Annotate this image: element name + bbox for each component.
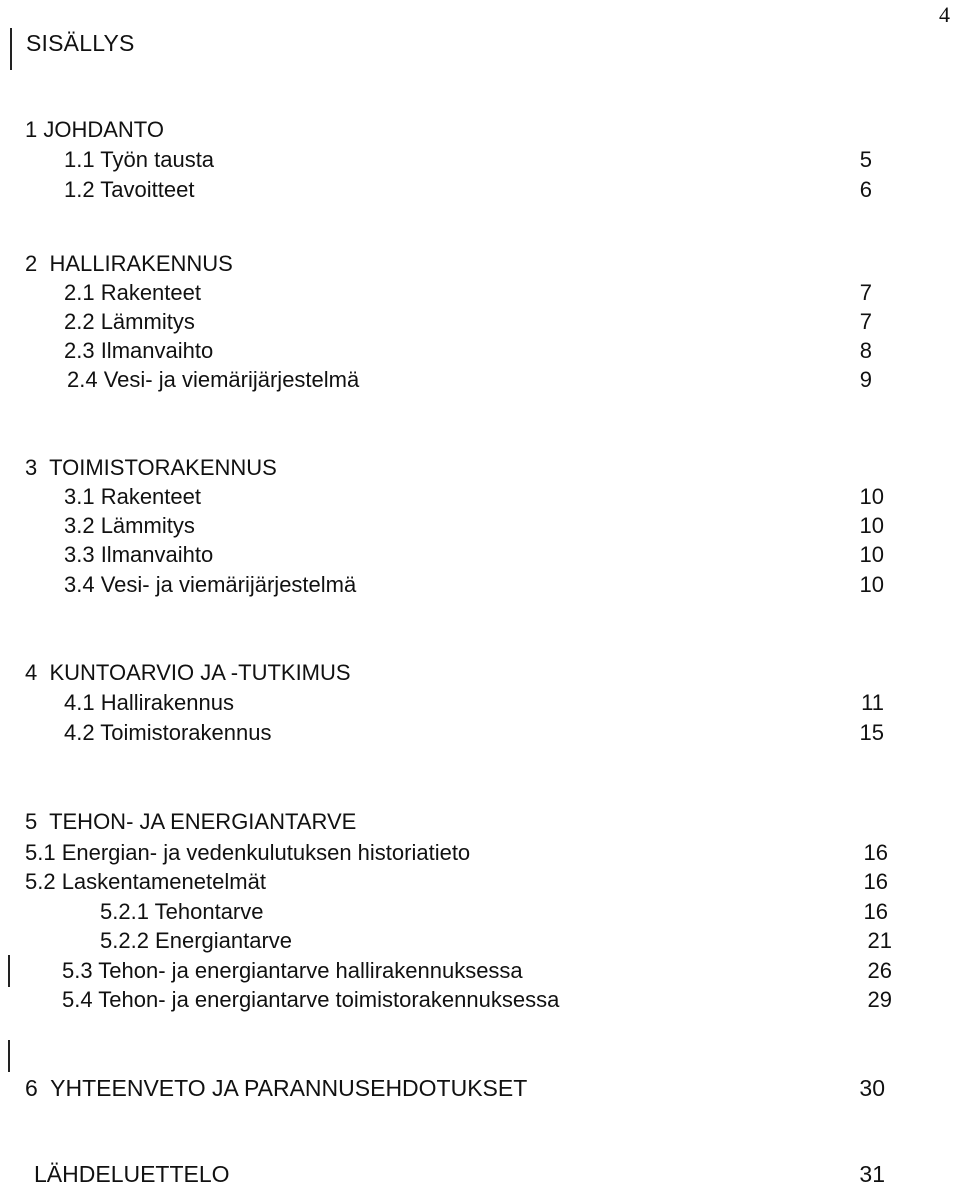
toc-entry-label: 4.2 Toimistorakennus <box>64 720 272 745</box>
toc-entry-label: 1.1 Työn tausta <box>64 147 215 172</box>
toc-entry-page: 6 <box>859 177 872 202</box>
toc-entry-label: 5.3 Tehon- ja energiantarve hallirakennuksessa <box>62 958 523 983</box>
toc-entry-page: 8 <box>859 338 872 363</box>
toc-entry-page: 16 <box>863 869 888 894</box>
toc-entry-label: 3.3 Ilmanvaihto <box>64 542 214 567</box>
toc-entry-label: 5.1 Energian- ja vedenkulutuksen historiatieto <box>25 840 471 865</box>
toc-entry-page: 7 <box>859 280 872 305</box>
toc-heading-tehon-ja-energiantarve[interactable] <box>0 808 960 836</box>
toc-entry-label: 2.2 Lämmitys <box>64 309 195 334</box>
toc-heading-yhteenveto[interactable] <box>0 1074 960 1102</box>
toc-heading-toimistorakennus[interactable] <box>0 454 960 482</box>
toc-heading-johdanto[interactable] <box>0 116 960 144</box>
toc-entry-5-1[interactable] <box>0 839 960 867</box>
toc-entry-label: 3.4 Vesi- ja viemärijärjestelmä <box>64 572 357 597</box>
toc-heading-label: 2 HALLIRAKENNUS <box>25 251 233 276</box>
toc-entry-page: 30 <box>859 1075 885 1101</box>
toc-entry-1-2[interactable] <box>0 176 960 204</box>
toc-entry-2-1[interactable] <box>0 279 960 307</box>
toc-entry-page: 10 <box>859 484 884 509</box>
toc-entry-3-4[interactable] <box>0 571 960 599</box>
toc-entry-label: 2.4 Vesi- ja viemärijärjestelmä <box>67 367 360 392</box>
toc-heading-label: LÄHDELUETTELO <box>34 1161 230 1187</box>
toc-heading-label: 1 JOHDANTO <box>25 117 164 142</box>
toc-entry-page: 11 <box>861 690 884 715</box>
toc-heading-kuntoarvio[interactable] <box>0 659 960 687</box>
toc-entry-2-3[interactable] <box>0 337 960 365</box>
toc-entry-3-2[interactable] <box>0 512 960 540</box>
change-bar-top <box>10 28 12 70</box>
toc-entry-4-1[interactable] <box>0 689 960 717</box>
toc-entry-page: 10 <box>859 542 884 567</box>
toc-entry-5-2-1[interactable] <box>0 898 960 926</box>
toc-heading-label: 5 TEHON- JA ENERGIANTARVE <box>25 809 357 834</box>
toc-title: SISÄLLYS <box>26 30 135 56</box>
toc-entry-label: 3.1 Rakenteet <box>64 484 201 509</box>
toc-entry-5-3[interactable] <box>0 957 960 985</box>
toc-heading-label: 4 KUNTOARVIO JA -TUTKIMUS <box>25 660 351 685</box>
toc-entry-page: 16 <box>863 840 888 865</box>
toc-heading-label: 6 YHTEENVETO JA PARANNUSEHDOTUKSET <box>25 1075 528 1101</box>
toc-entry-page: 26 <box>867 958 892 983</box>
toc-entry-2-2[interactable] <box>0 308 960 336</box>
toc-entry-5-2[interactable] <box>0 868 960 896</box>
toc-entry-page: 7 <box>859 309 872 334</box>
toc-entry-label: 5.2 Laskentamenetelmät <box>25 869 266 894</box>
toc-entry-label: 5.4 Tehon- ja energiantarve toimistorakennuksessa <box>62 987 560 1012</box>
toc-entry-2-4[interactable] <box>0 366 960 394</box>
toc-entry-1-1[interactable] <box>0 146 960 174</box>
toc-entry-page: 10 <box>859 572 884 597</box>
toc-entry-3-1[interactable] <box>0 483 960 511</box>
change-bar-bottom <box>8 1040 10 1072</box>
toc-entry-5-2-2[interactable] <box>0 927 960 955</box>
toc-entry-page: 5 <box>859 147 872 172</box>
toc-entry-page: 29 <box>867 987 892 1012</box>
toc-entry-page: 21 <box>867 928 892 953</box>
toc-entry-label: 2.1 Rakenteet <box>64 280 201 305</box>
toc-entry-label: 1.2 Tavoitteet <box>64 177 195 202</box>
toc-entry-page: 16 <box>863 899 888 924</box>
toc-entry-3-3[interactable] <box>0 541 960 569</box>
toc-heading-label: 3 TOIMISTORAKENNUS <box>25 455 277 480</box>
toc-heading-lahdeluettelo[interactable] <box>0 1160 960 1188</box>
page-number: 4 <box>939 2 950 27</box>
toc-entry-4-2[interactable] <box>0 719 960 747</box>
toc-entry-label: 4.1 Hallirakennus <box>64 690 234 715</box>
toc-heading-hallirakennus[interactable] <box>0 250 960 278</box>
toc-entry-page: 10 <box>859 513 884 538</box>
toc-entry-label: 5.2.2 Energiantarve <box>100 928 293 953</box>
toc-entry-label: 5.2.1 Tehontarve <box>100 899 264 924</box>
toc-entry-page: 9 <box>859 367 872 392</box>
toc-entry-5-4[interactable] <box>0 986 960 1014</box>
toc-entry-label: 3.2 Lämmitys <box>64 513 195 538</box>
toc-entry-label: 2.3 Ilmanvaihto <box>64 338 214 363</box>
toc-entry-page: 15 <box>859 720 884 745</box>
toc-entry-page: 31 <box>859 1161 885 1187</box>
